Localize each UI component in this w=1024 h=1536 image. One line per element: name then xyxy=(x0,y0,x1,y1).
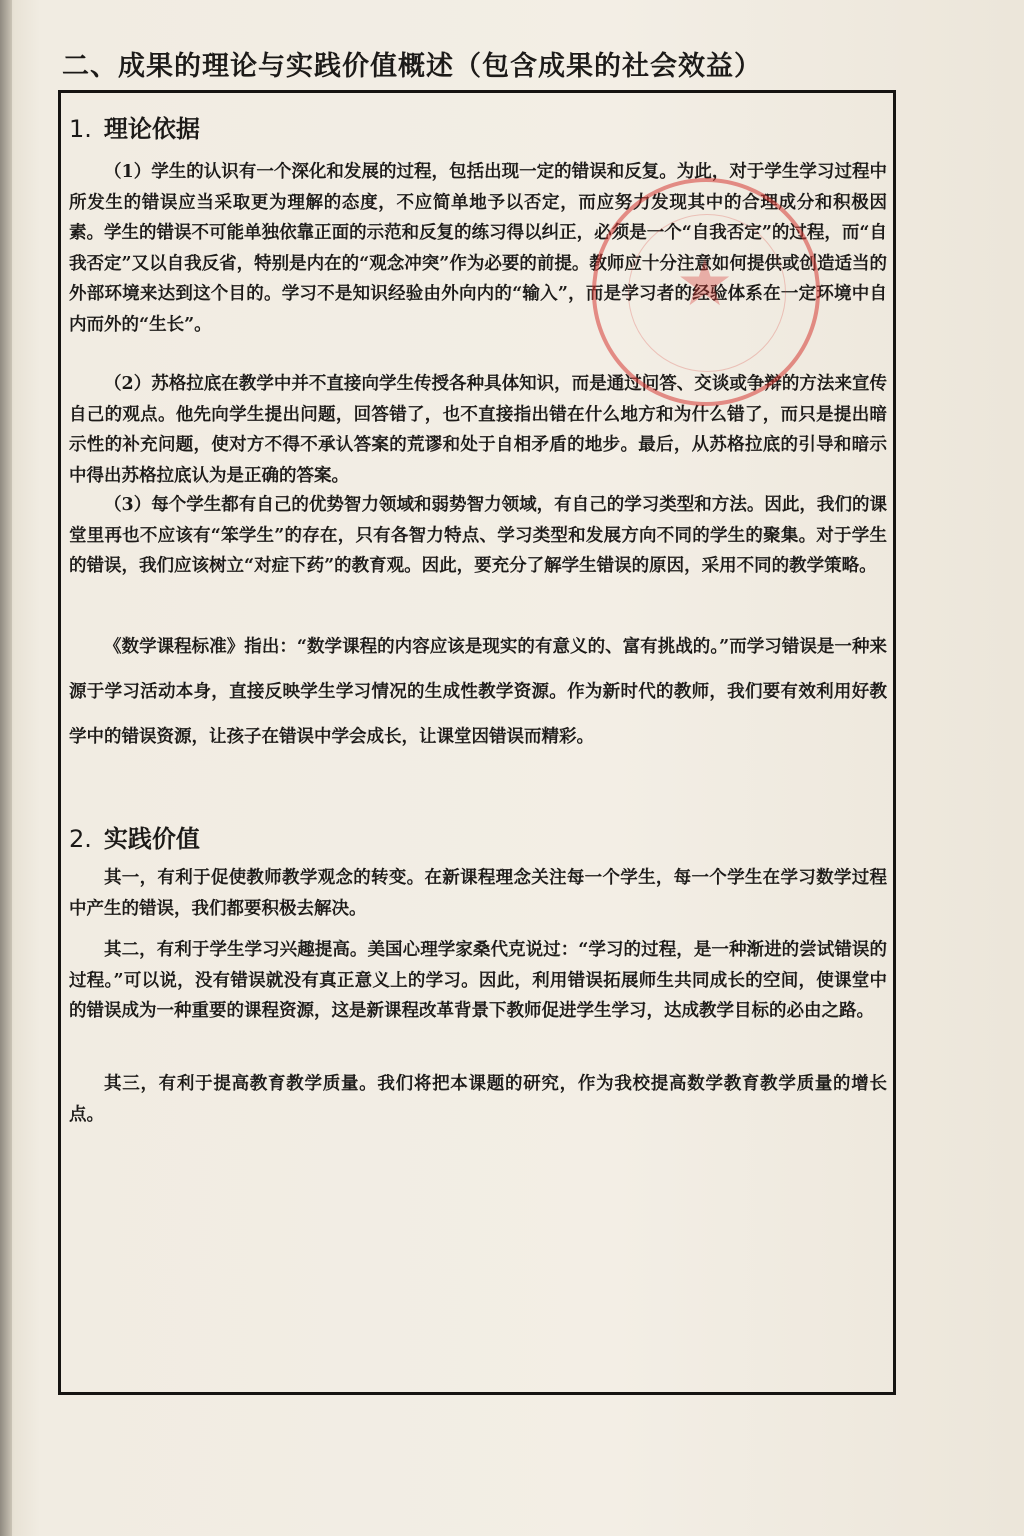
practice-paragraph-1: 其一，有利于促使教师教学观念的转变。在新课程理念关注每一个学生，每一个学生在学习数学过程中产生的错误，我们都要积极去解决。 xyxy=(69,868,887,919)
practice-paragraph-2: 其二，有利于学生学习兴趣提高。美国心理学家桑代克说过：“学习的过程，是一种渐进的尝试错误的过程。”可以说，没有错误就没有真正意义上的学习。因此，利用错误拓展师生共同成长的空间，使课堂中的错误成为一种重要的课程资源，这是新课程改革背景下教师促进学生学习，达成教学目标的必由之路。 xyxy=(69,940,887,1021)
binding-shadow xyxy=(0,0,12,1536)
content-box xyxy=(58,90,896,1395)
theory-paragraph-4: 《数学课程标准》指出：“数学课程的内容应该是现实的有意义的、富有挑战的。”而学习错误是一种来源于学习活动本身，直接反映学生学习情况的生成性教学资源。作为新时代的教师，我们要有效利用好教学中的错误资源，让孩子在错误中学会成长，让课堂因错误而精彩。 xyxy=(69,637,887,747)
theory-paragraph-3: （3）每个学生都有自己的优势智力领域和弱势智力领域，有自己的学习类型和方法。因此，我们的课堂里再也不应该有“笨学生”的存在，只有各智力特点、学习类型和发展方向不同的学生的聚集。对于学生的错误，我们应该树立“对症下药”的教育观。因此，要充分了解学生错误的原因，采用不同的教学策略。 xyxy=(69,495,887,576)
practice-paragraph-3: 其三，有利于提高教育教学质量。我们将把本课题的研究，作为我校提高数学教育教学质量的增长点。 xyxy=(69,1074,887,1125)
practice-heading-number: 2. xyxy=(69,825,92,853)
theory-paragraph-1: （1）学生的认识有一个深化和发展的过程，包括出现一定的错误和反复。为此，对于学生学习过程中所发生的错误应当采取更为理解的态度，不应简单地予以否定，而应努力发现其中的合理成分和积极因素。学生的错误不可能单独依靠正面的示范和反复的练习得以纠正，必须是一个“自我否定”的过程，而“自我否定”又以自我反省，特别是内在的“观念冲突”作为必要的前提。教师应十分注意如何提供或创造适当的外部环境来达到这个目的。学习不是知识经验由外向内的“输入”，而是学习者的经验体系在一定环境中自内而外的“生长”。 xyxy=(69,162,887,335)
theory-heading-number: 1. xyxy=(69,115,92,143)
star-icon: ★ xyxy=(676,247,734,321)
section-heading: 二、成果的理论与实践价值概述（包含成果的社会效益） xyxy=(62,51,762,82)
theory-paragraph-2: （2）苏格拉底在教学中并不直接向学生传授各种具体知识，而是通过问答、交谈或争辩的方法来宣传自己的观点。他先向学生提出问题，回答错了，也不直接指出错在什么地方和为什么错了，而只是提出暗示性的补充问题，使对方不得不承认答案的荒谬和处于自相矛盾的地步。最后，从苏格拉底的引导和暗示中得出苏格拉底认为是正确的答案。 xyxy=(69,374,887,486)
practice-heading-title: 实践价值 xyxy=(103,825,200,853)
theory-heading-title: 理论依据 xyxy=(103,115,200,143)
theory-heading xyxy=(69,109,200,144)
practice-heading xyxy=(69,819,200,854)
